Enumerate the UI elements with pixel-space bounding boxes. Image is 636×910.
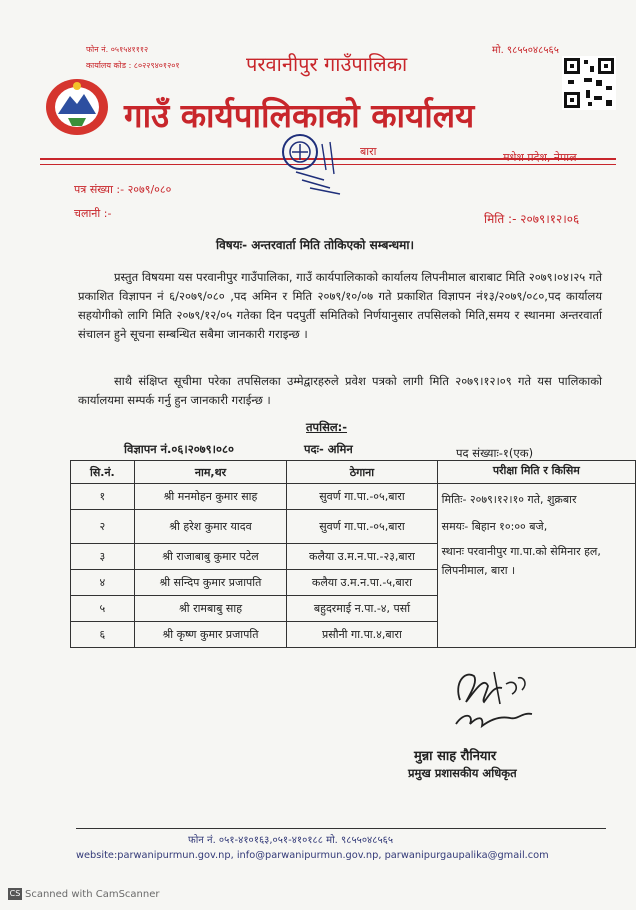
office-title: गाउँ कार्यपालिकाको कार्यालय	[124, 96, 475, 135]
signature-icon	[444, 664, 544, 742]
dispatch-number: चलानी :-	[74, 207, 112, 220]
table-header-row	[71, 461, 636, 484]
row-serial: २	[71, 510, 135, 544]
table-row	[71, 484, 636, 510]
reference-number: पत्र संख्या :- २०७९/०८०	[74, 183, 172, 196]
exam-date: मितिः- २०७९।१२।१० गते, शुक्रबार	[441, 493, 577, 506]
office-stamp-icon	[278, 130, 358, 200]
district-label: बारा	[360, 145, 377, 158]
header-exam: परीक्षा मिति र किसिम	[437, 461, 635, 484]
row-name: श्री हरेश कुमार यादव	[134, 510, 287, 544]
candidate-table	[70, 460, 636, 648]
letter-date: मिति :- २०७९।१२।०६	[484, 212, 580, 226]
tapsil-heading: तपसिल:-	[306, 420, 348, 434]
body-paragraph-1: प्रस्तुत विषयमा यस परवानीपुर गाउँपालिका, गाउँ कार्यपालिकाको कार्यालय लिपनीमाल बाराबाट मिति २०७९।०४।२५ गते प्रकाशित विज्ञापन नं ६/२०७९/०८० ,पद अमिन र मिति २०७९/१०/०७ गते प्रकाशित विज्ञापन नं१३/२०७९/०८०,पद कार्यालय सहयोगीको लागि मिति २०७९/१२/०५ गतेका दिन पदपुर्ती समितिको निर्णयानुसार तपसिलको मिति,समय र स्थानमा अन्तरवार्ता संचालन हुने सूचना सम्बन्धित सबैमा जानकारी गराइन्छ ।	[78, 270, 602, 341]
post-count: पद संख्याः-१(एक)	[456, 446, 534, 460]
municipality-name: परवानीपुर गाउँपालिका	[246, 52, 408, 76]
row-name: श्री सन्दिप कुमार प्रजापति	[134, 570, 287, 596]
row-name: श्री रामबाबु साह	[134, 596, 287, 622]
qr-code-icon	[562, 56, 616, 110]
nepal-emblem-icon	[44, 76, 110, 138]
row-name: श्री कृष्ण कुमार प्रजापति	[134, 622, 287, 648]
header-address: ठेगाना	[287, 461, 437, 484]
row-address: प्रसौनी गा.पा.४,बारा	[287, 622, 437, 648]
header-name: नाम,थर	[134, 461, 287, 484]
row-address: सुवर्ण गा.पा.-०५,बारा	[287, 510, 437, 544]
row-address: कलैया उ.म.न.पा.-५,बारा	[287, 570, 437, 596]
header-serial: सि.नं.	[71, 461, 135, 484]
row-address: सुवर्ण गा.पा.-०५,बारा	[287, 484, 437, 510]
letter-subject: विषयः- अन्तरवार्ता मिति तोकिएको सम्बन्धमा।	[216, 238, 414, 252]
camscanner-watermark	[8, 888, 160, 900]
office-phone: फोन नं. ०५१५४१११२	[86, 45, 149, 54]
advertisement-number: विज्ञापन नं.०६।२०७९।०८०	[124, 442, 234, 456]
exam-time: समयः- बिहान १०:०० बजे,	[441, 520, 548, 533]
signatory-name: मुन्ना साह रौनियार	[414, 749, 497, 764]
row-name: श्री मनमोहन कुमार साह	[134, 484, 287, 510]
row-serial: ३	[71, 544, 135, 570]
footer-phones: फोन नं. ०५१-४१०१६३,०५१-४१०१८८ मो. ९८५५०४८५६५	[188, 835, 394, 846]
row-serial: १	[71, 484, 135, 510]
camscanner-text: Scanned with CamScanner	[25, 889, 160, 900]
body-paragraph-2: साथै संक्षिप्त सूचीमा परेका तपसिलका उम्मेद्वारहरुले प्रवेश पत्रको लागी मिति २०७९।१२।०९ गते यस पालिकाको कार्यालयमा सम्पर्क गर्नु हुन जानकारी गराईन्छ ।	[78, 374, 603, 407]
exam-details	[437, 484, 635, 648]
row-serial: ५	[71, 596, 135, 622]
province-label: मधेश प्रदेश, नेपाल	[503, 151, 577, 164]
camscanner-logo-icon: CS	[9, 889, 21, 898]
row-serial: ४	[71, 570, 135, 596]
exam-place: स्थानः परवानीपुर गा.पा.को सेमिनार हल, लिपनीमाल, बारा ।	[441, 545, 601, 577]
row-serial: ६	[71, 622, 135, 648]
footer-divider	[76, 828, 606, 829]
footer-contacts: website:parwanipurmun.gov.np, info@parwanipurmun.gov.np, parwanipurgaupalika@gmail.com	[76, 850, 549, 861]
post-name: पदः- अमिन	[304, 442, 353, 456]
signatory-title: प्रमुख प्रशासकीय अधिकृत	[408, 766, 517, 780]
row-name: श्री राजाबाबु कुमार पटेल	[134, 544, 287, 570]
row-address: बहुदरमाई न.पा.-४, पर्सा	[287, 596, 437, 622]
office-mobile: मो. ९८५५०४८५६५	[492, 45, 559, 56]
office-code: कार्यालय कोड : ८०२२९४०१२०१	[86, 61, 180, 70]
row-address: कलैया उ.म.न.पा.-२३,बारा	[287, 544, 437, 570]
